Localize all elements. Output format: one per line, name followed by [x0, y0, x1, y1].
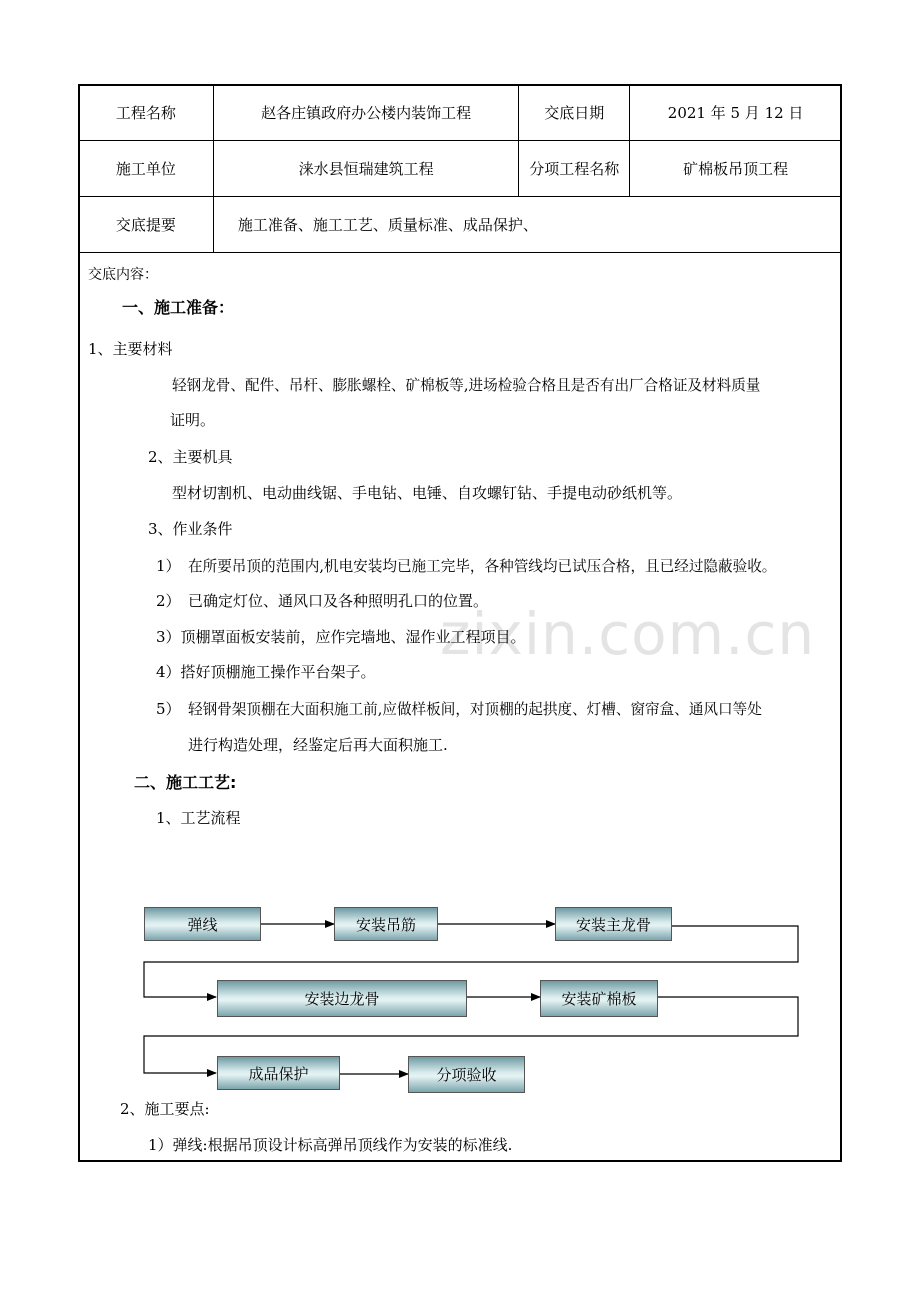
flow-step-2: 安装吊筋: [334, 907, 438, 941]
materials-title: 1、主要材料: [88, 340, 173, 358]
summary-value: 施工准备、施工工艺、质量标准、成品保护、: [213, 197, 841, 253]
summary-label: 交底提要: [79, 197, 214, 253]
project-name-label: 工程名称: [79, 85, 214, 141]
tools-text: 型材切割机、电动曲线锯、手电钻、电锤、自攻螺钉钻、手提电动砂纸机等。: [172, 484, 683, 502]
key-points-title: 2、施工要点:: [120, 1100, 210, 1118]
cond1-number: 1）: [156, 557, 181, 575]
cond5-line1: 轻钢骨架顶棚在大面积施工前,应做样板间，对顶棚的起拱度、灯槽、窗帘盒、通风口等处: [188, 701, 762, 718]
cond3-text: 3）顶棚罩面板安装前，应作完墙地、湿作业工程项目。: [156, 628, 526, 646]
date-label: 交底日期: [519, 85, 630, 141]
date-value: 2021 年 5 月 12 日: [630, 85, 842, 141]
conditions-title: 3、作业条件: [148, 520, 233, 538]
cond2-number: 2）: [156, 592, 181, 610]
cond1-text: 在所要吊顶的范围内,机电安装均已施工完毕，各种管线均已试压合格，且已经过隐蔽验收。: [188, 558, 777, 575]
flow-step-1: 弹线: [144, 907, 261, 941]
sub-project-label: 分项工程名称: [519, 141, 630, 197]
cond5-line2: 进行构造处理，经鉴定后再大面积施工.: [188, 736, 448, 754]
section1-title: 一、施工准备：: [122, 298, 235, 317]
content-intro: 交底内容：: [88, 267, 158, 283]
process-title: 1、工艺流程: [156, 809, 241, 827]
cond2-text: 已确定灯位、通风口及各种照明孔口的位置。: [188, 592, 489, 610]
sub-project-value: 矿棉板吊顶工程: [630, 141, 842, 197]
cond4-text: 4）搭好顶棚施工操作平台架子。: [156, 663, 376, 681]
tools-title: 2、主要机具: [148, 448, 233, 466]
flow-step-3: 安装主龙骨: [555, 907, 672, 941]
materials-line1: 轻钢龙骨、配件、吊杆、膨胀螺栓、矿棉板等,进场检验合格且是否有出厂合格证及材料质量: [172, 377, 761, 394]
flow-step-7: 分项验收: [408, 1056, 525, 1093]
materials-line2: 证明。: [170, 411, 216, 429]
unit-value: 涞水县恒瑞建筑工程: [213, 141, 519, 197]
point1-text: 1）弹线:根据吊顶设计标高弹吊顶线作为安装的标准线.: [148, 1136, 513, 1154]
watermark: zixin.com.cn: [440, 600, 816, 668]
unit-label: 施工单位: [79, 141, 214, 197]
section2-title: 二、施工工艺:: [134, 773, 237, 792]
flow-step-5: 安装矿棉板: [540, 980, 658, 1017]
cond5-number: 5）: [156, 700, 181, 718]
project-name-value: 赵各庄镇政府办公楼内装饰工程: [213, 85, 519, 141]
flow-step-4: 安装边龙骨: [217, 980, 467, 1017]
flow-step-6: 成品保护: [217, 1056, 340, 1090]
